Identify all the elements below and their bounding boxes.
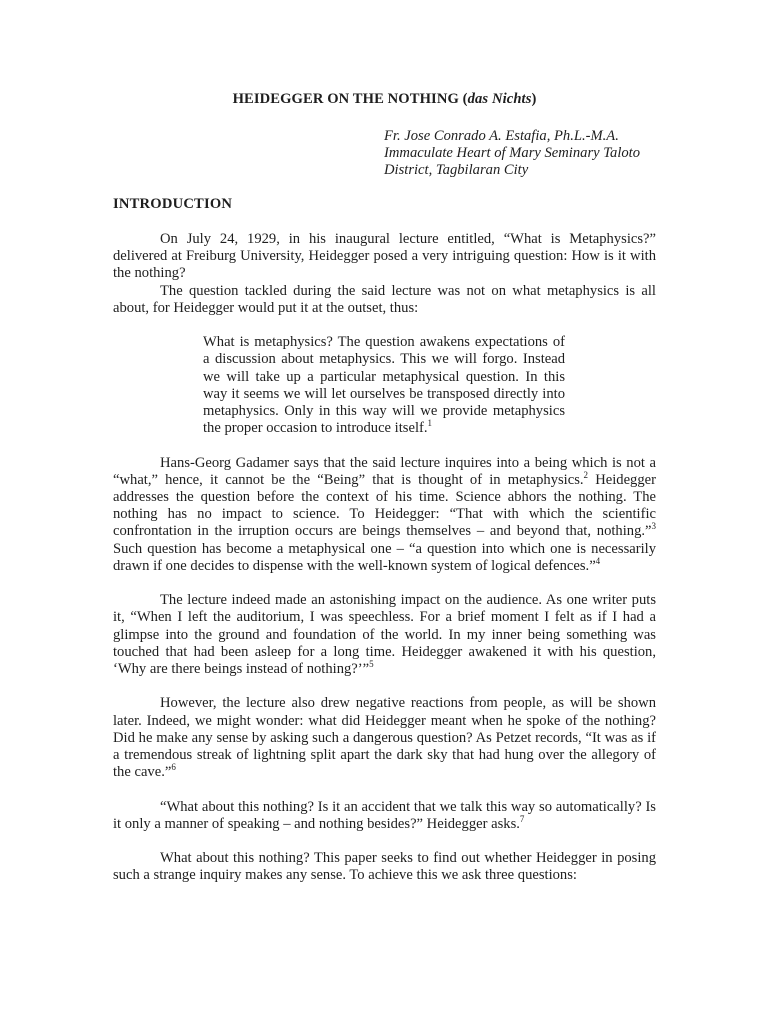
paragraph-3 [113, 455, 656, 575]
paragraph-3-a: Hans-Georg Gadamer says that the said lecture inquires into a being which is not a “what,” hence, it cannot be the “Being” that is thought of in metaphysics. [113, 454, 656, 488]
footnote-ref: 2 [583, 469, 589, 480]
footnote-ref: 6 [171, 762, 176, 773]
paragraph-3-c: Such question has become a metaphysical one – “a question into which one is necessarily drawn if one decides to dispense with the well-known system of logical defences.” [113, 540, 656, 574]
paragraph-5-a: However, the lecture also drew negative reactions from people, as will be shown later. Indeed, we might wonder: what did Heidegger meant when he spoke of the nothing? Did he make any sense by asking such a dangerous question? As Petzet records, “It was as if a tremendous streak of lightning split apart the dark sky that had hung over the allegory of the cave.” [113, 695, 656, 781]
footnote-ref: 3 [651, 521, 656, 532]
author-block [384, 128, 640, 180]
title-italic-text: das Nichts [467, 91, 532, 107]
author-name: Fr. Jose Conrado A. Estafia, Ph.L.-M.A. [384, 128, 619, 144]
author-affiliation: Immaculate Heart of Mary Seminary Taloto [384, 145, 641, 162]
footnote-ref: 5 [369, 659, 374, 670]
paragraph-6-a: “What about this nothing? Is it an accident that we talk this way so automatically? Is it only a manner of speaking – and nothing besides?” Heidegger asks. [113, 798, 656, 832]
title-close: ) [531, 91, 537, 107]
paragraph-7: What about this nothing? This paper seeks to find out whether Heidegger in posing such a strange inquiry makes any sense. To achieve this we ask three questions: [113, 850, 656, 884]
paragraph-1: On July 24, 1929, in his inaugural lecture entitled, “What is Metaphysics?” delivered at Freiburg University, Heidegger posed a very intriguing question: How is it with the nothing? [113, 231, 656, 282]
author-location: District, Tagbilaran City [384, 162, 529, 179]
paragraph-5 [113, 695, 656, 781]
footnote-ref: 7 [519, 813, 525, 824]
paragraph-6 [113, 799, 656, 833]
block-quote [203, 334, 565, 437]
document-title [113, 91, 656, 108]
block-quote-text: What is metaphysics? The question awakens expectations of a discussion about metaphysics. This we will forgo. Instead we will take up a particular metaphysical question. In this way it seems we will let ourselves be transposed directly into metaphysics. Only in this way will we provide metaphysics the proper occasion to introduce itself. [203, 334, 565, 437]
paragraph-4-a: The lecture indeed made an astonishing impact on the audience. As one writer puts it, “When I left the auditorium, I was speechless. For a brief moment I felt as if I had a glimpse into the ground and foundation of the world. In my inner being something was touched that had been asleep for a long time. Heidegger awakened it with his question, ‘Why are there beings instead of nothing?’” [113, 592, 656, 678]
paragraph-2: The question tackled during the said lecture was not on what metaphysics is all about, for Heidegger would put it at the outset, thus: [113, 282, 656, 316]
section-heading: INTRODUCTION [113, 196, 233, 212]
footnote-ref: 4 [595, 555, 601, 566]
body-text [113, 231, 656, 885]
paragraph-3-b: Heidegger addresses the question before the context of his time. Science abhors the nothing. The nothing has no impact to science. To Heidegger: “That with which the scientific confrontation in the irruption occurs are beings themselves – and beyond that, nothing.” [113, 471, 656, 540]
paragraph-4 [113, 592, 656, 678]
title-text: HEIDEGGER ON THE NOTHING ( [232, 91, 468, 107]
footnote-ref: 1 [427, 418, 433, 429]
